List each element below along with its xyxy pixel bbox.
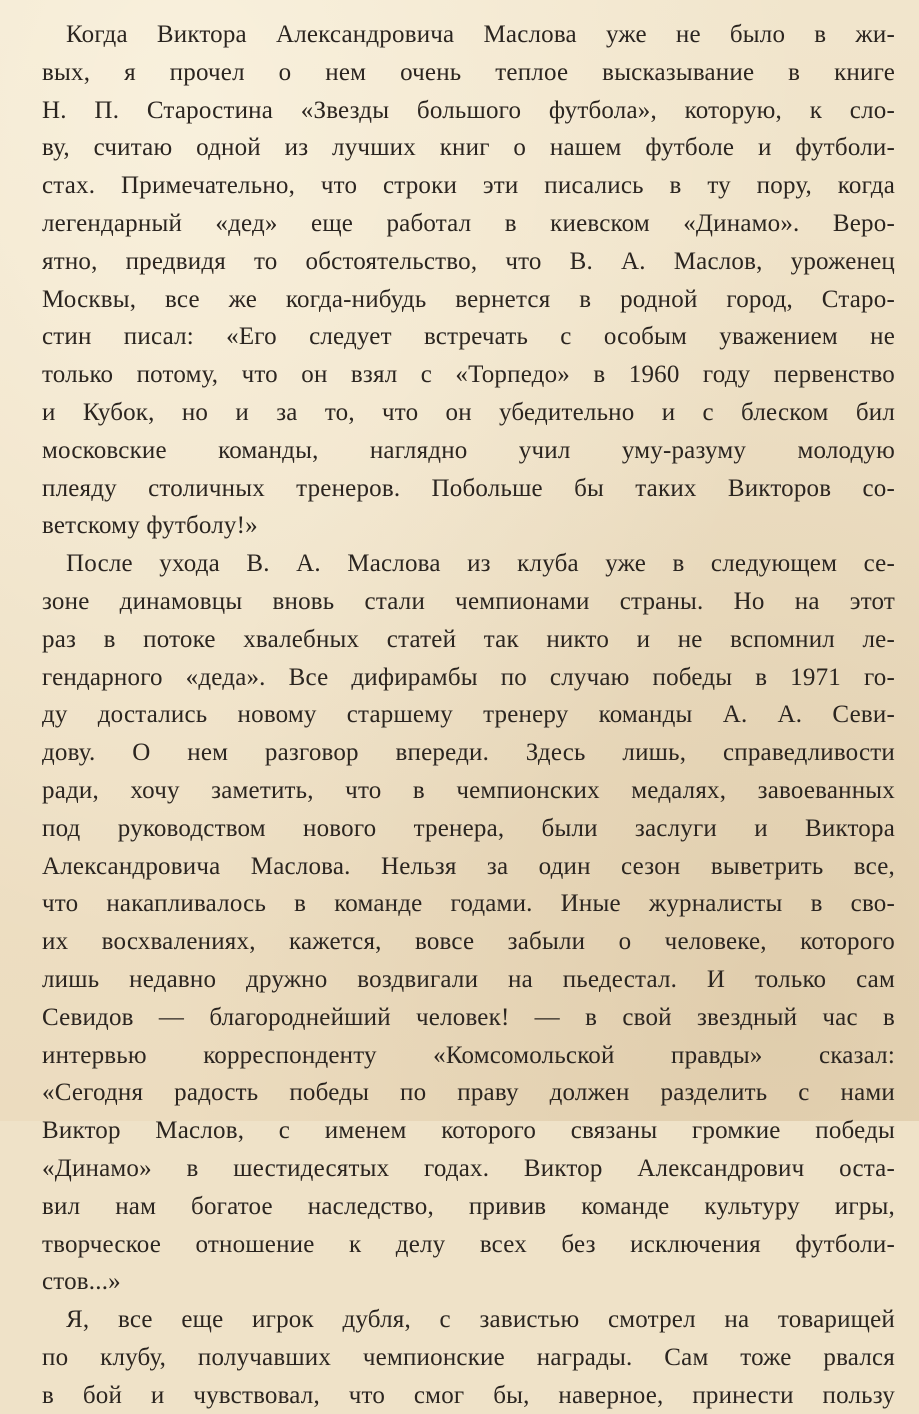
text-line: Севидов — благороднейший человек! — в свой звездный час в (42, 1003, 895, 1031)
text-line: Виктор Маслов, с именем которого связаны громкие победы (42, 1117, 895, 1145)
paragraph-3 (42, 1301, 895, 1414)
text-line: по клубу, получавших чемпионские награды. Сам тоже рвался (42, 1343, 895, 1371)
text-line: «Сегодня радость победы по праву должен разделить с нами (42, 1079, 895, 1107)
text-line: ради, хочу заметить, что в чемпионских медалях, завоеванных (42, 776, 895, 804)
text-line: Я, все еще игрок дубля, с завистью смотрел на товарищей (66, 1306, 895, 1334)
text-line: вил нам богатое наследство, привив команде культуру игры, (42, 1192, 895, 1220)
text-line: Москвы, все же когда-нибудь вернется в родной город, Старо- (42, 285, 895, 313)
text-line: и Кубок, но и за то, что он убедительно и с блеском бил (42, 398, 895, 426)
text-line: творческое отношение к делу всех без исключения футболи- (42, 1230, 895, 1258)
text-line: стах. Примечательно, что строки эти писались в ту пору, когда (42, 172, 895, 200)
paragraph-1 (42, 16, 895, 545)
text-line: ву, считаю одной из лучших книг о нашем футболе и футболи- (42, 134, 895, 162)
text-line: После ухода В. А. Маслова из клуба уже в следующем се- (66, 550, 895, 578)
text-line: их восхвалениях, кажется, вовсе забыли о человеке, которого (42, 928, 895, 956)
text-line: стин писал: «Его следует встречать с особым уважением не (42, 323, 895, 351)
text-line: интервью корреспонденту «Комсомольской правды» сказал: (42, 1041, 895, 1069)
text-line: плеяду столичных тренеров. Побольше бы таких Викторов со- (42, 474, 895, 502)
text-line: в бой и чувствовал, что смог бы, наверное, принести пользу (42, 1381, 895, 1409)
text-line: вых, я прочел о нем очень теплое высказывание в книге (42, 58, 895, 86)
text-line: под руководством нового тренера, были заслуги и Виктора (42, 814, 895, 842)
text-line: Н. П. Старостина «Звезды большого футбола», которую, к сло- (42, 96, 895, 124)
text-line: «Динамо» в шестидесятых годах. Виктор Александрович оста- (42, 1154, 895, 1182)
text-line: московские команды, наглядно учил уму-разуму молодую (42, 436, 895, 464)
text-line: зоне динамовцы вновь стали чемпионами страны. Но на этот (42, 587, 895, 615)
text-line: только потому, что он взял с «Торпедо» в 1960 году первенство (42, 361, 895, 389)
text-line: раз в потоке хвалебных статей так никто и не вспомнил ле- (42, 625, 895, 653)
text-line: ветскому футболу!» (42, 512, 258, 540)
text-line: стов...» (42, 1268, 121, 1296)
text-line: Когда Виктора Александровича Маслова уже не было в жи- (66, 21, 895, 48)
text-line: гендарного «деда». Все дифирамбы по случаю победы в 1971 го- (42, 663, 895, 691)
text-line: Александровича Маслова. Нельзя за один сезон выветрить все, (42, 852, 895, 880)
text-line: дову. О нем разговор впереди. Здесь лишь, справедливости (42, 739, 895, 767)
text-line: лишь недавно дружно воздвигали на пьедестал. И только сам (42, 965, 895, 993)
text-line: ду достались новому старшему тренеру команды А. А. Севи- (42, 701, 895, 729)
text-line: легендарный «дед» еще работал в киевском «Динамо». Веро- (42, 209, 895, 237)
paragraph-2 (42, 545, 895, 1301)
text-line: что накапливалось в команде годами. Иные журналисты в сво- (42, 890, 895, 918)
text-line: ятно, предвидя то обстоятельство, что В. А. Маслов, уроженец (42, 247, 895, 275)
